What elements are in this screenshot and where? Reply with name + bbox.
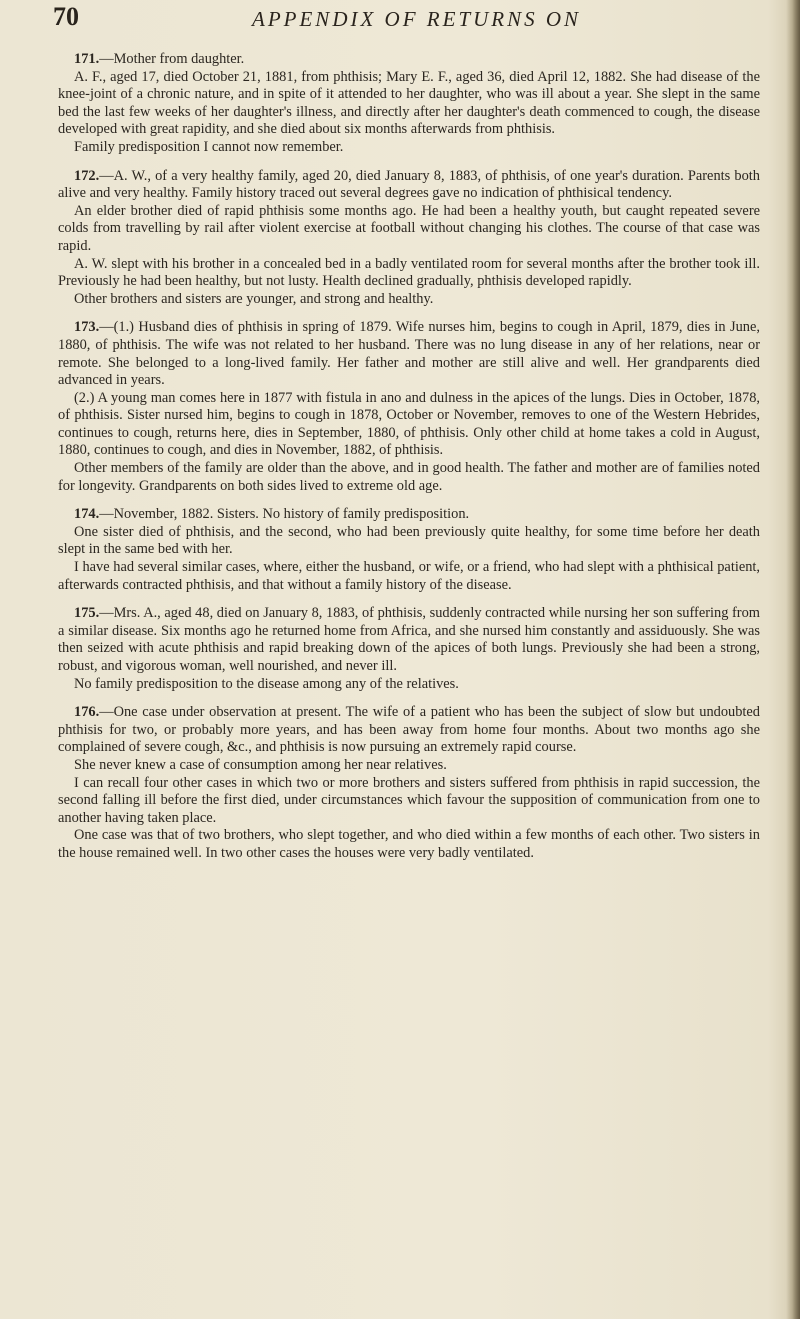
- case-paragraph: An elder brother died of rapid phthisis some months ago. He had been a healthy youth, but caught repeated severe colds from travelling by rail after violent exercise at football without changing his clothes. The course of that case was rapid.: [58, 202, 760, 254]
- case-paragraph: [58, 506, 760, 524]
- case-number: 171.: [74, 51, 100, 67]
- case-paragraph: One sister died of phthisis, and the second, who had been previously quite healthy, for some time before her death slept in the same bed with her.: [58, 523, 760, 558]
- case-text: —Mother from daughter.: [99, 51, 245, 67]
- case-paragraph: One case was that of two brothers, who slept together, and who died within a few months of each other. Two sisters in the house remained well. In two other cases the houses were very badly ventilated.: [58, 827, 760, 861]
- case-174: [58, 506, 760, 594]
- case-text: —November, 1882. Sisters. No history of family predisposition.: [99, 506, 470, 523]
- case-paragraph: A. F., aged 17, died October 21, 1881, from phthisis; Mary E. F., aged 36, died April 12, 1882. She had disease of the knee-joint of a chronic nature, and in spite of it attended to her daughter, who was ill about a year. She slept in the same bed the last few weeks of her daughter's illness, and directly after her daughter's death commenced to cough, the disease developed with great rapidity, and she died about six months afterwards from phthisis.: [58, 68, 760, 138]
- page-header: [0, 2, 800, 42]
- case-number: 174.: [74, 506, 100, 523]
- case-paragraph: Other brothers and sisters are younger, and strong and healthy.: [74, 290, 434, 307]
- running-title: APPENDIX OF RETURNS ON: [252, 7, 582, 31]
- case-paragraph: I can recall four other cases in which two or more brothers and sisters suffered from phthisis in rapid succession, the second falling ill before the first died, under circumstances which favour the supposition of communication from one to another having taken place.: [58, 774, 760, 826]
- case-paragraph: [58, 51, 760, 69]
- case-number: 173.: [74, 319, 100, 336]
- case-173: [58, 319, 760, 495]
- case-text: —A. W., of a very healthy family, aged 20, died January 8, 1883, of phthisis, of one year's duration. Parents both alive and very healthy. Family history traced out several degrees gave no indication of phthisical tendency.: [58, 167, 760, 202]
- case-paragraph: (2.) A young man comes here in 1877 with fistula in ano and dulness in the apices of the lungs. Dies in October, 1878, of phthisis. Sister nursed him, begins to cough in 1878, October or November, removes to one of the Western Hebrides, continues to cough, returns here, dies in September, 1880, of phthisis. Only other child at home takes a cold in August, 1880, continues to cough, and dies in November, 1882, of phthisis.: [58, 389, 760, 459]
- case-text: —One case under observation at present. The wife of a patient who has been the subject of slow but undoubted phthisis for two, or probably more years, and has been away from home four months. About two months ago she complained of severe cough, &c., and phthisis is now pursuing an extremely rapid course.: [58, 704, 760, 756]
- case-paragraph: Other members of the family are older than the above, and in good health. The father and mother are of families noted for longevity. Grandparents on both sides lived to extreme old age.: [58, 460, 760, 494]
- case-number: 175.: [74, 605, 100, 622]
- case-paragraph: [58, 168, 760, 203]
- case-172: [58, 168, 760, 309]
- case-paragraph: No family predisposition to the disease among any of the relatives.: [74, 675, 459, 692]
- case-paragraph: Family predisposition I cannot now remember.: [74, 138, 344, 155]
- case-paragraph: [58, 605, 760, 675]
- case-paragraph: [58, 704, 760, 757]
- case-paragraph: I have had several similar cases, where, either the husband, or wife, or a friend, who had slept with a phthisical patient, afterwards contracted phthisis, and that without a family history of the disease.: [58, 559, 760, 593]
- case-176: [58, 704, 760, 862]
- case-paragraph: She never knew a case of consumption among her near relatives.: [74, 756, 447, 773]
- case-175: [58, 605, 760, 693]
- case-text: —(1.) Husband dies of phthisis in spring of 1879. Wife nurses him, begins to cough in April, 1879, dies in June, 1880, of phthisis. The wife was not related to her husband. There was no lung disease in any of her relations, near or remote. She belonged to a long-lived family. Her father and mother are still alive and well. Her grandparents died advanced in years.: [58, 319, 760, 389]
- case-paragraph: A. W. slept with his brother in a concealed bed in a badly ventilated room for several months after the brother took ill. Previously he had been healthy, but not lusty. Health declined gradually, phthisis developed rapidly.: [58, 255, 760, 290]
- page-number: 70: [53, 2, 79, 31]
- case-number: 176.: [74, 704, 100, 721]
- page-edge-shadow: [786, 0, 800, 1319]
- case-text: —Mrs. A., aged 48, died on January 8, 1883, of phthisis, suddenly contracted while nursing her son suffering from a similar disease. Six months ago he returned home from Africa, and she nursed him constantly and assiduously. She was then seized with acute phthisis and rapid breaking down of the apices of both lungs. Previously she had been a strong, robust, and vigorous woman, well nourished, and never ill.: [58, 605, 760, 674]
- case-number: 172.: [74, 167, 100, 184]
- body-text: [58, 51, 760, 863]
- case-paragraph: [58, 319, 760, 389]
- case-171: [58, 51, 760, 157]
